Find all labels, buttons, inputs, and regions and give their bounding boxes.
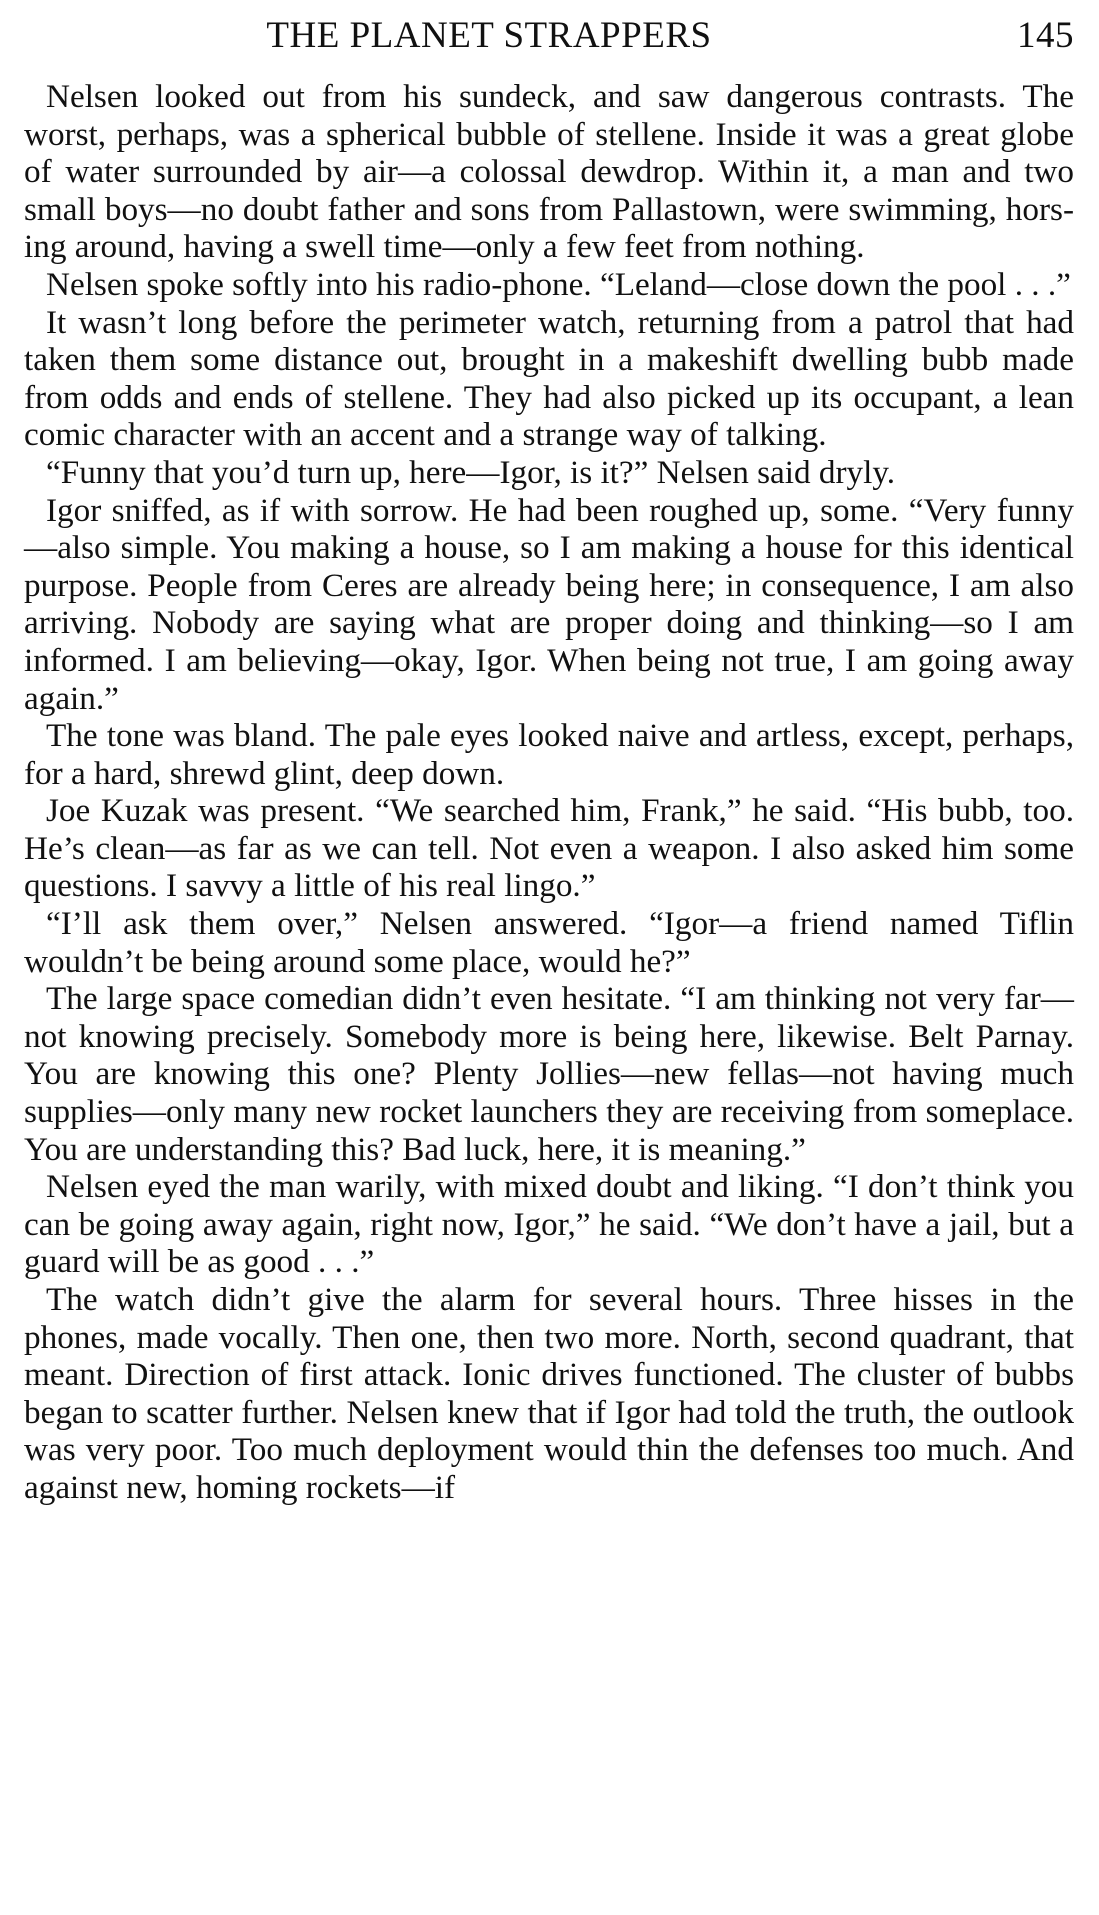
paragraph: It wasn’t long before the perimeter watch, returning from a patrol that had taken them some distance out, brought in a makeshift dwelling bubb made from odds and ends of stellene. They had also picked up its occupant, a lean comic character with an accent and a strange way of talking. — [24, 303, 1074, 454]
paragraph: Nelsen looked out from his sundeck, and saw dangerous contrasts. The worst, perhaps, was a spherical bubble of stellene. Inside it was a great globe of water surrounded by air—a colossal dewdrop. Within it, a man and two small boys—no doubt father and sons from Pallastown, were swimming, horsing around, having a swell time—only a few feet from nothing. — [24, 78, 1074, 266]
paragraph: The large space comedian didn’t even hesitate. “I am thinking not very far—not knowing precisely. Somebody more is being here, likewise. Belt Parnay. You are knowing this one? Plenty Jollies—new fellas—not having much supplies—only many new rocket launchers they are receiving from someplace. You are understanding this? Bad luck, here, it is meaning.” — [24, 980, 1074, 1168]
paragraph: The tone was bland. The pale eyes looked naive and artless, except, perhaps, for a hard, shrewd glint, deep down. — [24, 717, 1074, 792]
paragraph: Nelsen eyed the man warily, with mixed doubt and liking. “I don’t think you can be going away again, right now, Igor,” he said. “We don’t have a jail, but a guard will be as good . . .” — [24, 1168, 1074, 1281]
paragraph: The watch didn’t give the alarm for several hours. Three hisses in the phones, made vocally. Then one, then two more. North, second quadrant, that meant. Direction of first attack. Ionic drives functioned. The cluster of bubbs began to scatter further. Nelsen knew that if Igor had told the truth, the outlook was very poor. Too much deployment would thin the defenses too much. And against new, homing rockets—if — [24, 1281, 1074, 1506]
page-number: 145 — [1017, 15, 1074, 56]
running-title: THE PLANET STRAPPERS — [266, 15, 712, 56]
paragraph: Igor sniffed, as if with sorrow. He had been roughed up, some. “Very funny—also simple. You making a house, so I am making a house for this identical purpose. People from Ceres are already being here; in consequence, I am also arriving. Nobody are saying what are proper doing and thinking—so I am informed. I am believing—okay, Igor. When being not true, I am going away again.” — [24, 491, 1074, 717]
paragraph: Joe Kuzak was present. “We searched him, Frank,” he said. “His bubb, too. He’s clean—as far as we can tell. Not even a weapon. I also asked him some questions. I savvy a little of his real lingo.” — [24, 792, 1074, 905]
paragraph: “I’ll ask them over,” Nelsen answered. “Igor—a friend named Tiflin wouldn’t be being around some place, would he?” — [24, 905, 1074, 980]
paragraph: “Funny that you’d turn up, here—Igor, is it?” Nelsen said dryly. — [46, 453, 896, 491]
body-text — [24, 78, 1074, 1507]
page-header — [24, 14, 1074, 58]
paragraph: Nelsen spoke softly into his radio-phone. “Leland—close down the pool . . .” — [46, 265, 1071, 303]
